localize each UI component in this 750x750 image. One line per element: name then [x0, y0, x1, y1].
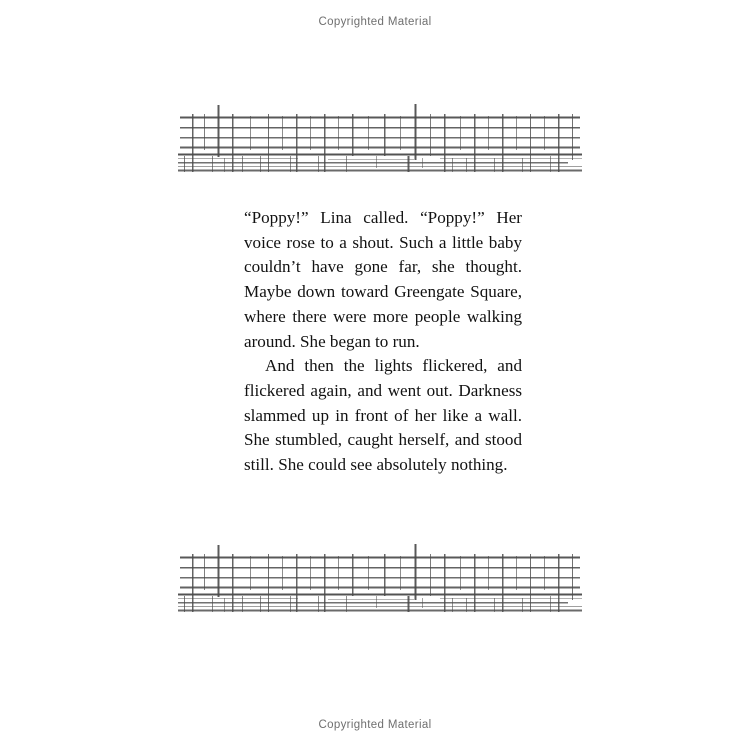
paragraph-1: “Poppy!” Lina called. “Poppy!” Her voice rose to a shout. Such a little baby couldn’t have gone far, she thought. Maybe down toward Greengate Square, where there were more people walking around. She began to run.	[244, 208, 522, 351]
grid-rule-ornament-bottom	[178, 540, 582, 612]
grid-rule-ornament-top	[178, 100, 582, 172]
paragraph-2: And then the lights flickered, and flickered again, and went out. Darkness slammed up in front of her like a wall. She stumbled, caught herself, and stood still. She could see absolutely nothing.	[244, 356, 522, 475]
copyright-watermark-bottom: Copyrighted Material	[318, 719, 432, 731]
body-text-block	[244, 206, 522, 478]
grid-rule-ornament-top-graphic	[178, 100, 582, 172]
grid-rule-ornament-bottom-graphic	[178, 540, 582, 612]
copyright-watermark-top: Copyrighted Material	[318, 16, 432, 28]
